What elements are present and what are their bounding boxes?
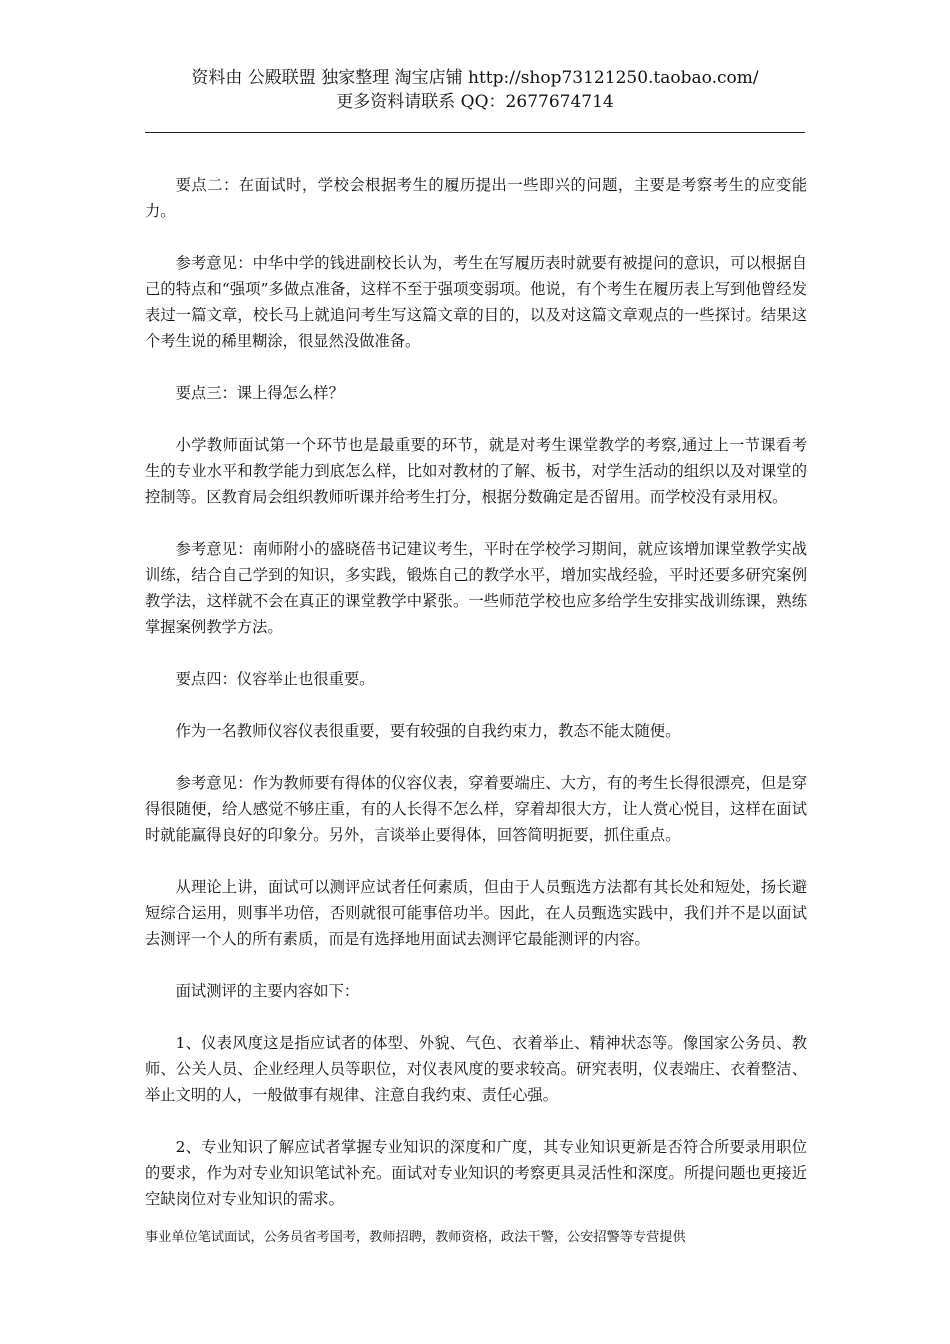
paragraph-class-teaching: 小学教师面试第一个环节也是最重要的环节，就是对考生课堂教学的考察,通过上一节课看考生的专业水平和教学能力到底怎么样，比如对教材的了解、板书，对学生活动的组织以及对课堂的控制等。区教育局会组织教师听课并给考生打分，根据分数确定是否留用。而学校没有录用权。 (145, 436, 807, 506)
paragraph-point-four: 要点四：仪容举止也很重要。 (175, 670, 375, 688)
page-footer: 事业单位笔试面试，公务员省考国考，教师招聘，教师资格，政法干警，公安招警等专营提供 (145, 1230, 686, 1245)
paragraph-item-1: 1、仪表风度这是指应试者的体型、外貌、气色、衣着举止、精神状态等。像国家公务员、教师、公关人员、企业经理人员等职位，对仪表风度的要求较高。研究表明，仪表端庄、衣着整洁、举止文明的人，一般做事有规律、注意自我约束、责任心强。 (145, 1034, 807, 1104)
header-divider (145, 132, 805, 133)
paragraph-point-three: 要点三：课上得怎么样？ (175, 384, 344, 402)
paragraph-content-intro: 面试测评的主要内容如下： (175, 982, 360, 1000)
header-contact-line: 更多资料请联系 QQ：2677674714 (336, 92, 614, 112)
paragraph-item-2: 2、专业知识了解应试者掌握专业知识的深度和广度，其专业知识更新是否符合所要录用职位的要求，作为对专业知识笔试补充。面试对专业知识的考察更具灵活性和深度。所提问题也更接近空缺岗位对专业知识的需求。 (145, 1138, 807, 1208)
paragraph-theory: 从理论上讲，面试可以测评应试者任何素质，但由于人员甄选方法都有其长处和短处，扬长避短综合运用，则事半功倍，否则就很可能事倍功半。因此，在人员甄选实践中，我们并不是以面试去测评一个人的所有素质，而是有选择地用面试去测评它最能测评的内容。 (145, 878, 807, 948)
paragraph-point-two: 要点二：在面试时，学校会根据考生的履历提出一些即兴的问题，主要是考察考生的应变能力。 (145, 176, 807, 220)
paragraph-advice-sheng: 参考意见：南师附小的盛晓蓓书记建议考生，平时在学校学习期间，就应该增加课堂教学实战训练，结合自己学到的知识，多实践，锻炼自己的教学水平，增加实战经验，平时还要多研究案例教学法，这样就不会在真正的课堂教学中紧张。一些师范学校也应多给学生安排实战训练课，熟练掌握案例教学方法。 (145, 540, 807, 636)
paragraph-appearance: 作为一名教师仪容仪表很重要，要有较强的自我约束力，教态不能太随便。 (175, 722, 681, 740)
paragraph-advice-qian: 参考意见：中华中学的钱进副校长认为，考生在写履历表时就要有被提问的意识，可以根据自己的特点和“强项”多做点准备，这样不至于强项变弱项。他说，有个考生在履历表上写到他曾经发表过一篇文章，校长马上就追问考生写这篇文章的目的，以及对这篇文章观点的一些探讨。结果这个考生说的稀里糊涂，很显然没做准备。 (145, 254, 807, 350)
document-body (145, 172, 807, 1238)
header-source-line: 资料由 公殿联盟 独家整理 淘宝店铺 http://shop73121250.taobao.com/ (191, 68, 759, 88)
page-header (0, 66, 950, 114)
paragraph-advice-appearance: 参考意见：作为教师要有得体的仪容仪表，穿着要端庄、大方，有的考生长得很漂亮，但是穿得很随便，给人感觉不够庄重，有的人长得不怎么样，穿着却很大方，让人赏心悦目，这样在面试时就能赢得良好的印象分。另外，言谈举止要得体，回答简明扼要，抓住重点。 (145, 774, 807, 844)
